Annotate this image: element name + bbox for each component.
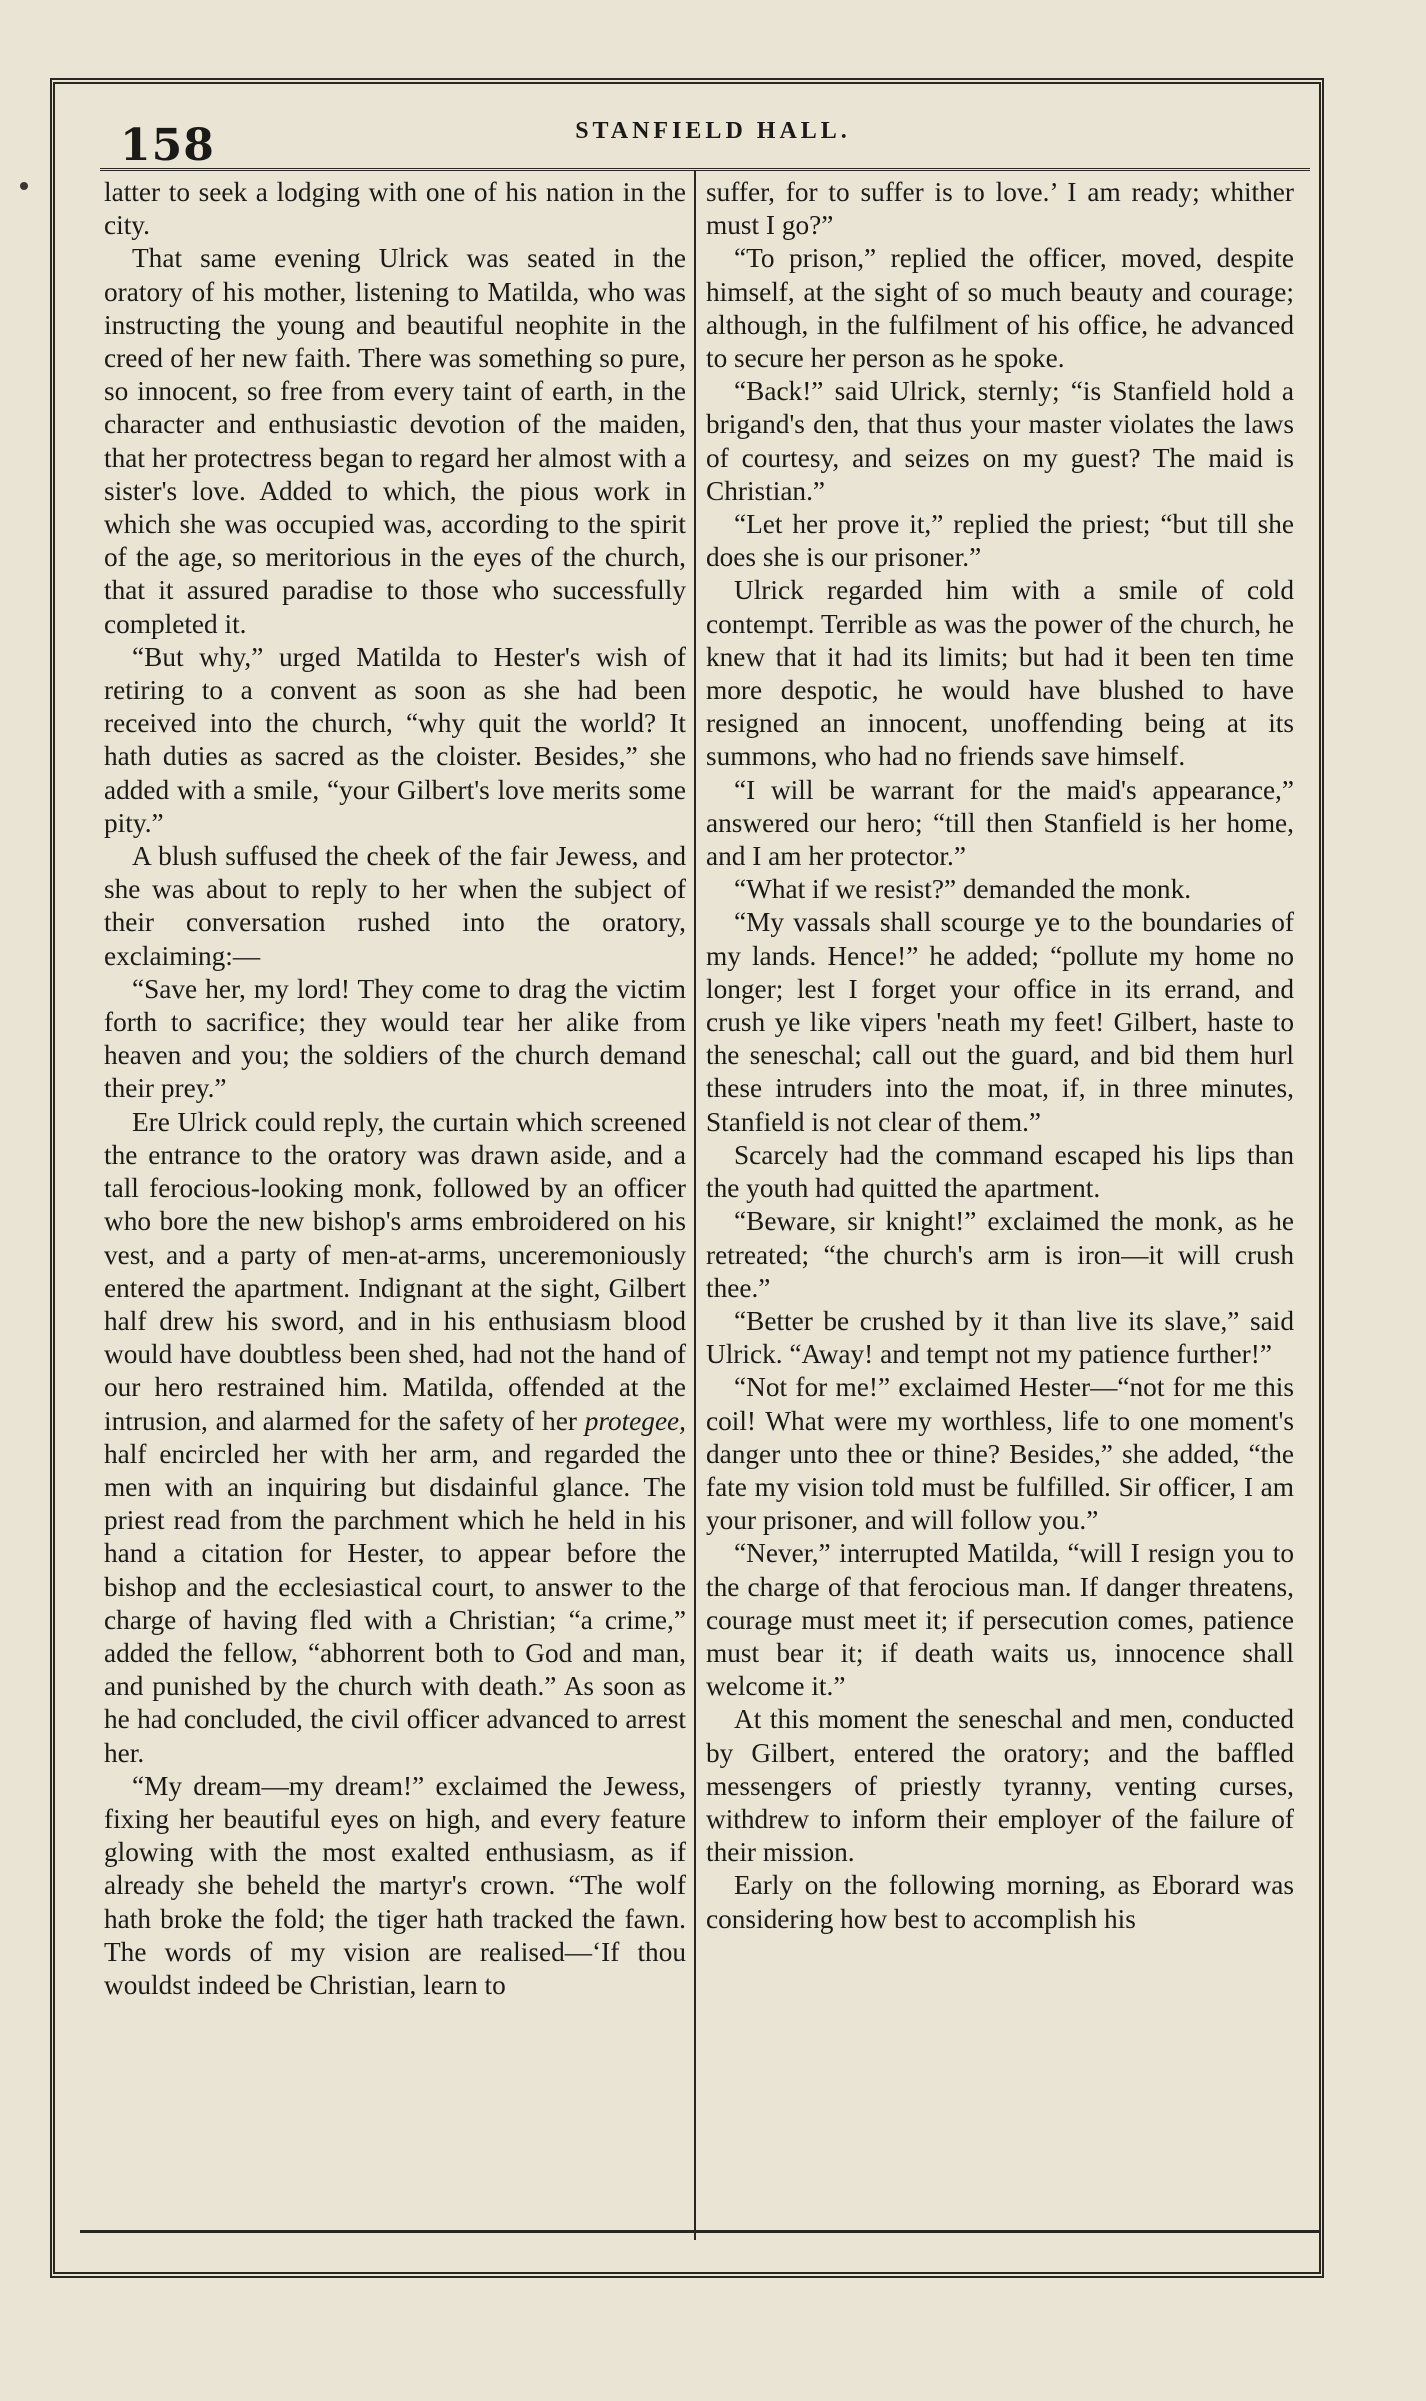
right-column (706, 176, 1294, 1936)
paragraph: Scarcely had the command escaped his lips than the youth had quitted the apartment. (706, 1139, 1294, 1204)
paragraph: “Let her prove it,” replied the priest; “but till she does she is our prisoner.” (706, 509, 1294, 573)
bottom-rule (80, 2230, 1320, 2233)
left-column (104, 176, 686, 2002)
column-divider (694, 170, 696, 2240)
margin-ink-dot (20, 182, 28, 190)
paragraph: “To prison,” replied the officer, moved, despite himself, at the sight of so much beauty and courage; although, in the fulfilment of his office, he advanced to secure her person as he spoke. (706, 243, 1294, 374)
paragraph: “What if we resist?” demanded the monk. (734, 874, 1192, 905)
page-number: 158 (120, 120, 215, 171)
paragraph-text: Ere Ulrick could reply, the curtain which screened the entrance to the oratory was drawn aside, and a tall ferocious-looking monk, followed by an officer who bore the new bishop's arms embroidered on his vest, and a party of men-at-arms, unceremoniously entered the apartment. Indignant at the sight, Gilbert half drew his sword, and in his enthusiasm blood would have doubtless been shed, had not the hand of our hero restrained him. Matilda, offended at the intrusion, and alarmed for the safety of her (104, 1106, 686, 1436)
paragraph: “Back!” said Ulrick, sternly; “is Stanfield hold a brigand's den, that thus your master violates the laws of courtesy, and seizes on my guest? The maid is Christian.” (706, 376, 1294, 506)
paragraph: Early on the following morning, as Eborard was considering how best to accomplish his (706, 1870, 1294, 1934)
paragraph: “Not for me!” exclaimed Hester—“not for me this coil! What were my worthless, life to one moment's danger unto thee or thine? Besides,” she added, “the fate my vision told must be fulfilled. Sir officer, I am your prisoner, and will follow you.” (706, 1372, 1294, 1536)
paragraph: “Better be crushed by it than live its slave,” said Ulrick. “Away! and tempt not my patience further!” (706, 1305, 1294, 1370)
paragraph: “Never,” interrupted Matilda, “will I resign you to the charge of that ferocious man. If danger threatens, courage must meet it; if persecution comes, patience must bear it; if death waits us, innocence shall welcome it.” (706, 1538, 1294, 1702)
paragraph: “My dream—my dream!” exclaimed the Jewess, fixing her beautiful eyes on high, and every feature glowing with the most exalted enthusiasm, as if already she beheld the martyr's crown. “The wolf hath broke the fold; the tiger hath tracked the fawn. The words of my vision are realised—‘If thou wouldst indeed be Christian, learn to (104, 1770, 686, 2000)
paragraph: “I will be warrant for the maid's appearance,” answered our hero; “till then Stanfield is her home, and I am her protector.” (706, 774, 1294, 872)
paragraph: suffer, for to suffer is to love.’ I am ready; whither must I go?” (706, 177, 1294, 241)
paragraph: At this moment the seneschal and men, conducted by Gilbert, entered the oratory; and the baffled messengers of priestly tyranny, venting curses, withdrew to inform their employer of the failure of their mission. (706, 1704, 1294, 1868)
paragraph: That same evening Ulrick was seated in the oratory of his mother, listening to Matilda, who was instructing the young and beautiful neophite in the creed of her new faith. There was something so pure, so innocent, so free from every taint of earth, in the character and enthusiastic devotion of the maiden, that her protectress began to regard her almost with a sister's love. Added to which, the pious work in which she was occupied was, according to the spirit of the age, so meritorious in the eyes of the church, that it assured paradise to those who successfully completed it. (104, 243, 686, 639)
paragraph: A blush suffused the cheek of the fair Jewess, and she was about to reply to her when the subject of their conversation rushed into the oratory, exclaiming:— (104, 841, 686, 971)
paragraph: “Beware, sir knight!” exclaimed the monk, as he retreated; “the church's arm is iron—it will crush thee.” (706, 1206, 1294, 1303)
paragraph: “Save her, my lord! They come to drag the victim forth to sacrifice; they would tear her alike from heaven and you; the soldiers of the church demand their prey.” (104, 973, 686, 1104)
header-rule (100, 168, 1310, 171)
paragraph (104, 1106, 686, 1770)
paragraph: latter to seek a lodging with one of his nation in the city. (104, 177, 686, 241)
paragraph: Ulrick regarded him with a smile of cold contempt. Terrible as was the power of the church, he knew that it had its limits; but had it been ten time more despotic, he would have blushed to have resigned an innocent, unoffending being at its summons, who had no friends save himself. (706, 575, 1294, 772)
paragraph: “My vassals shall scourge ye to the boundaries of my lands. Hence!” he added; “pollute my home no longer; lest I forget your office in its errand, and crush ye like vipers 'neath my feet! Gilbert, haste to the seneschal; call out the guard, and bid them hurl these intruders into the moat, if, in three minutes, Stanfield is not clear of them.” (706, 907, 1294, 1137)
paragraph-tail: half encircled her with her arm, and regarded the men with an inquiring but disdainful glance. The priest read from the parchment which he held in his hand a citation for Hester, to appear before the bishop and the ecclesiastical court, to answer to the charge of having fled with a Christian; “a crime,” added the fellow, “abhorrent both to God and man, and punished by the church with death.” As soon as he had concluded, the civil officer advanced to arrest her. (104, 1438, 686, 1768)
italic-word: protegee, (584, 1405, 686, 1436)
running-title: STANFIELD HALL. (575, 118, 851, 144)
paragraph: “But why,” urged Matilda to Hester's wish of retiring to a convent as soon as she had been received into the church, “why quit the world? It hath duties as sacred as the cloister. Besides,” she added with a smile, “your Gilbert's love merits some pity.” (104, 641, 686, 838)
